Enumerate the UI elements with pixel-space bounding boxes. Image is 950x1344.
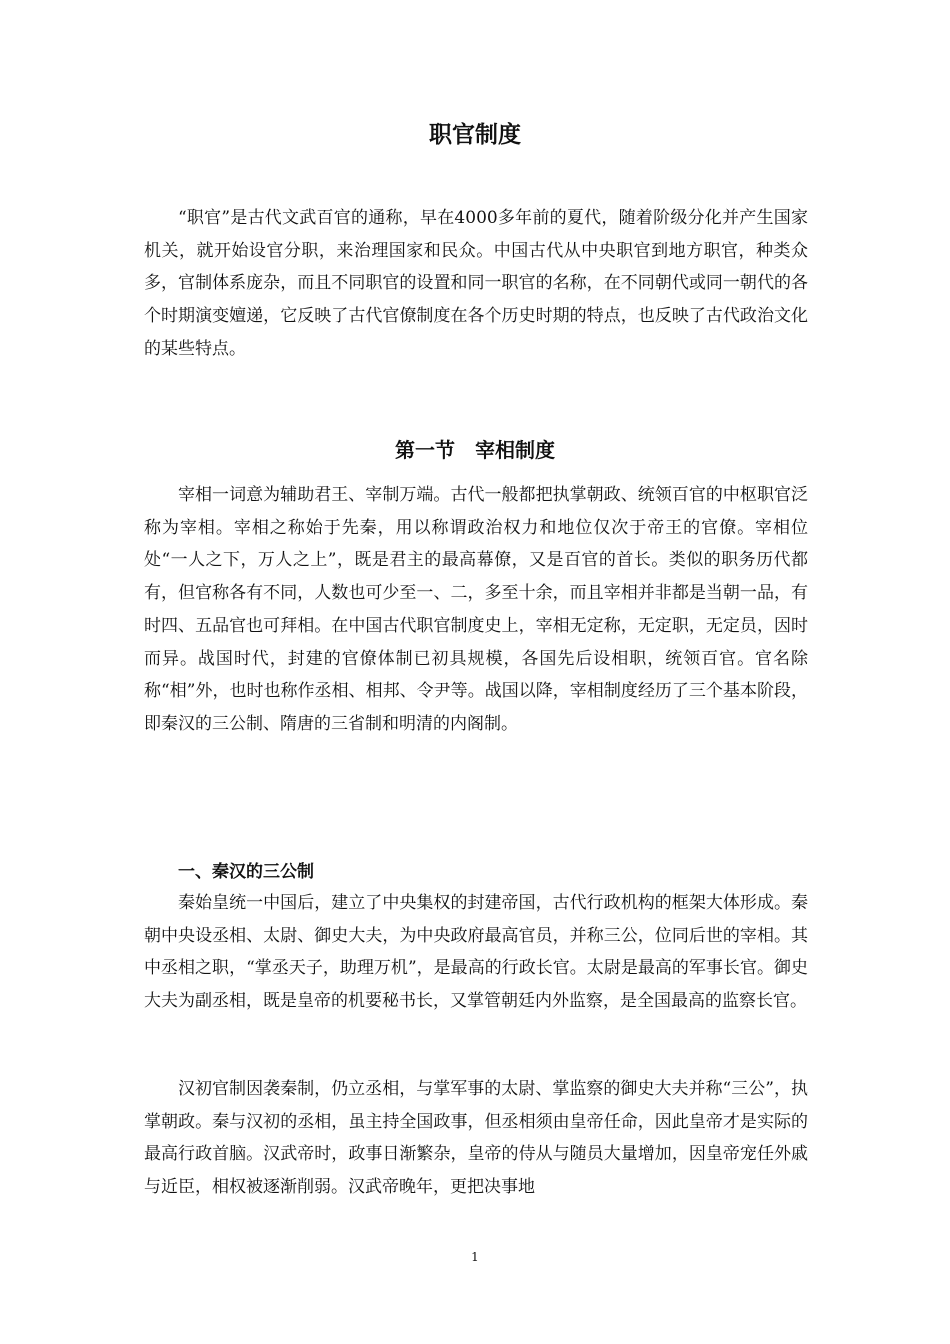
page-title: 职官制度 bbox=[429, 122, 521, 148]
section-title: 第一节 宰相制度 bbox=[395, 438, 555, 462]
section-paragraph: 宰相一词意为辅助君王、宰制万端。古代一般都把执掌朝政、统领百官的中枢职官泛称为宰相。宰相之称始于先秦，用以称谓政治权力和地位仅次于帝王的官僚。宰相位处“一人之下，万人之上”，既是君主的最高幕僚，又是百官的首长。类似的职务历代都有，但官称各有不同，人数也可少至一、二，多至十余，而且宰相并非都是当朝一品，有时四、五品官也可拜相。在中国古代职官制度史上，宰相无定称，无定职，无定员，因时而异。战国时代，封建的官僚体制已初具规模，各国先后设相职，统领百官。官名除称“相”外，也时也称作丞相、相邦、令尹等。战国以降，宰相制度经历了三个基本阶段，即秦汉的三公制、隋唐的三省制和明清的内阁制。 bbox=[144, 485, 808, 734]
page-number: 1 bbox=[471, 1250, 479, 1264]
subsection-paragraph-1: 秦始皇统一中国后，建立了中央集权的封建帝国，古代行政机构的框架大体形成。秦朝中央设丞相、太尉、御史大夫，为中央政府最高官员，并称三公，位同后世的宰相。其中丞相之职，“掌丞天子，助理万机”，是最高的行政长官。太尉是最高的军事长官。御史大夫为副丞相，既是皇帝的机要秘书长，又掌管朝廷内外监察，是全国最高的监察长官。 bbox=[144, 893, 808, 1012]
subsection-title: 一、秦汉的三公制 bbox=[178, 862, 314, 882]
intro-paragraph: “职官”是古代文武百官的通称，早在4000多年前的夏代，随着阶级分化并产生国家机关，就开始设官分职，来治理国家和民众。中国古代从中央职官到地方职官，种类众多，官制体系庞杂，而且不同职官的设置和同一职官的名称，在不同朝代或同一朝代的各个时期演变嬗递，它反映了古代官僚制度在各个历史时期的特点，也反映了古代政治文化的某些特点。 bbox=[144, 208, 808, 359]
subsection-paragraph-2: 汉初官制因袭秦制，仍立丞相，与掌军事的太尉、掌监察的御史大夫并称“三公”，执掌朝政。秦与汉初的丞相，虽主持全国政事，但丞相须由皇帝任命，因此皇帝才是实际的最高行政首脑。汉武帝时，政事日渐繁杂，皇帝的侍从与随员大量增加，因皇帝宠任外戚与近臣，相权被逐渐削弱。汉武帝晚年，更把决事地 bbox=[144, 1079, 808, 1198]
